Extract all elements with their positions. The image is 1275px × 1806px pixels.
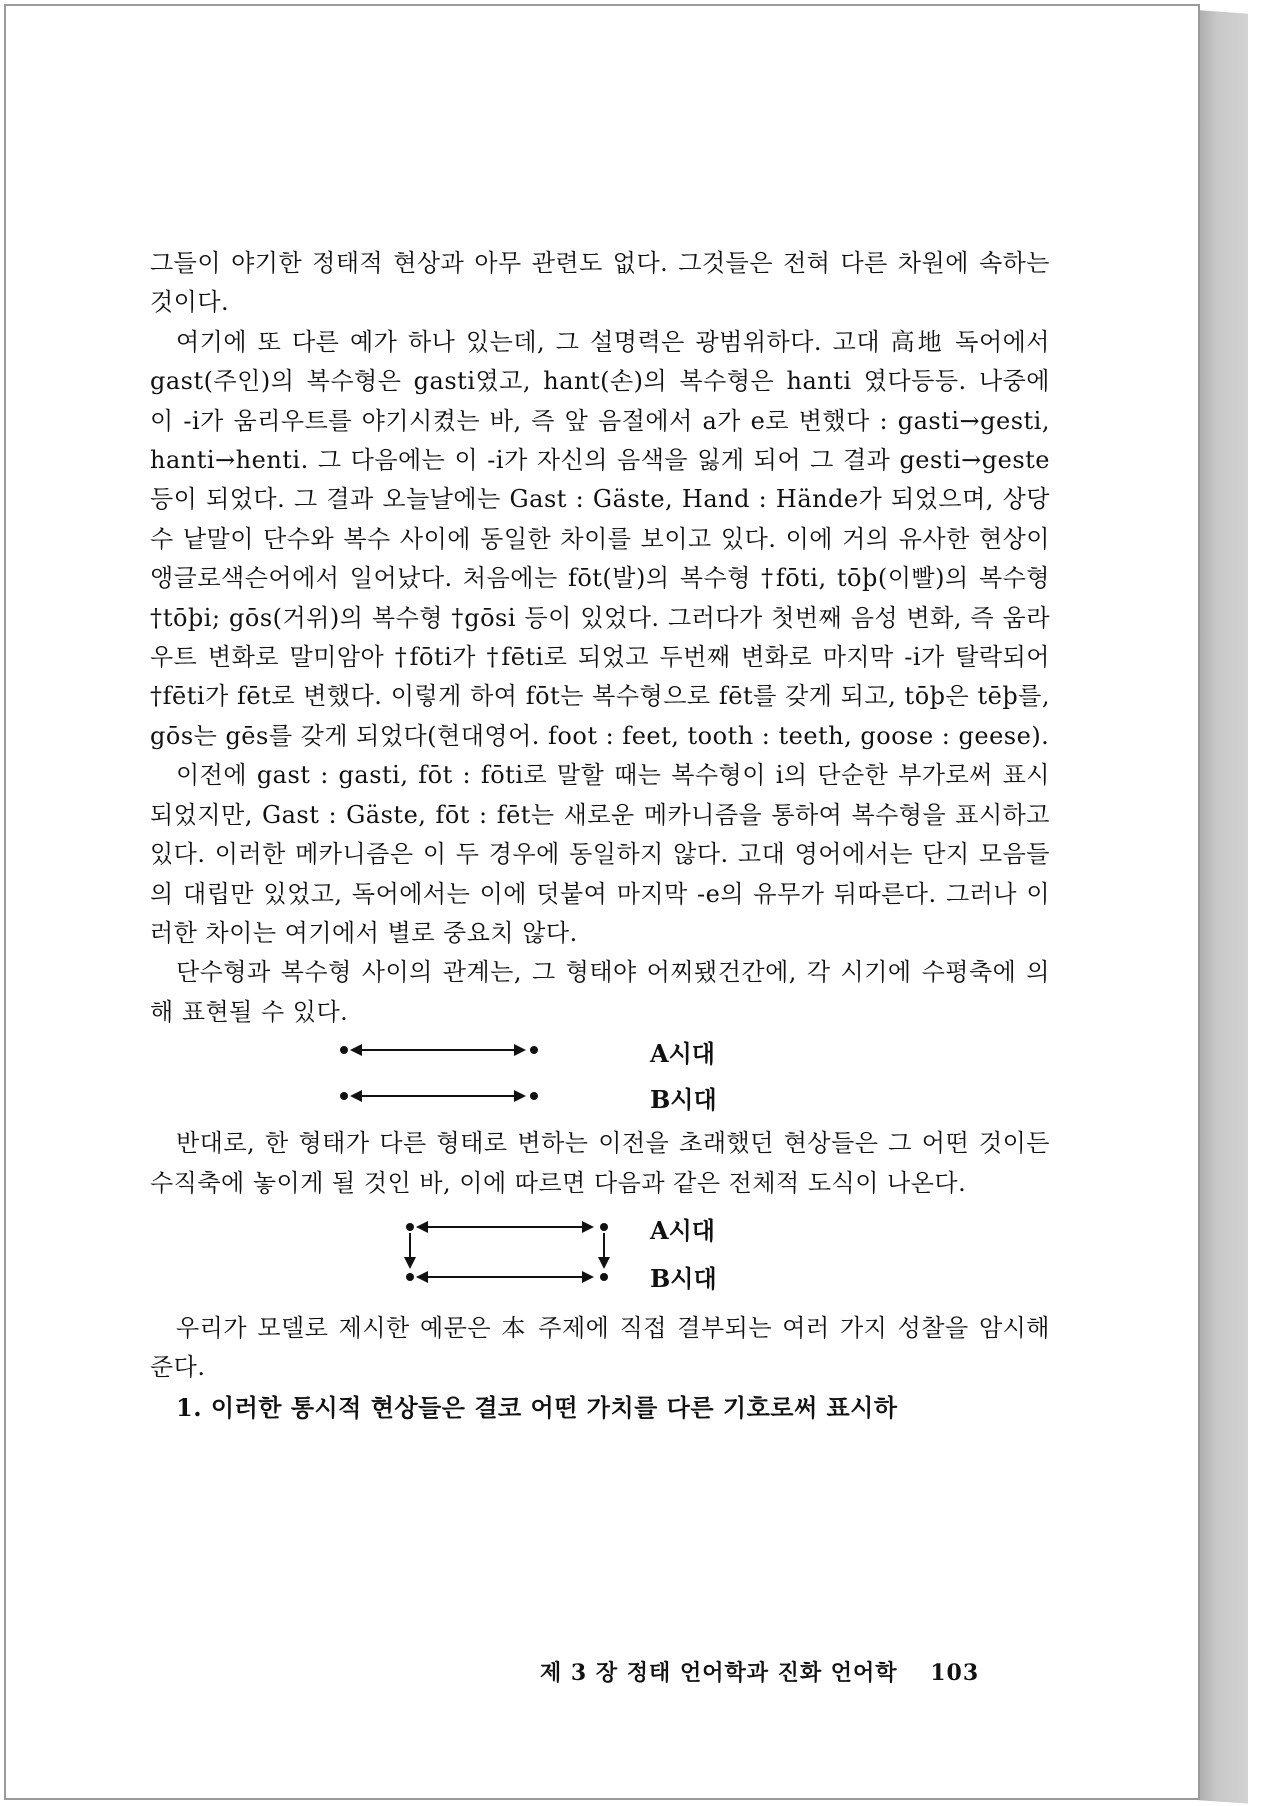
page-footer bbox=[540, 1656, 1060, 1687]
diagram2-arrow-down-left bbox=[404, 1257, 416, 1269]
diagram2-dot-b-right bbox=[600, 1273, 608, 1281]
page-content bbox=[150, 244, 1050, 1427]
diagram1-dot-b-left bbox=[340, 1092, 348, 1100]
diagram1-arrow-b-right bbox=[514, 1090, 526, 1102]
paragraph-1: 그들이 야기한 정태적 현상과 아무 관련도 없다. 그것들은 전혀 다른 차원에 속하는 것이다. bbox=[150, 249, 1050, 317]
paragraph-6: 우리가 모델로 제시한 예문은 本 주제에 직접 결부되는 여러 가지 성찰을 암시해 준다. bbox=[150, 1313, 1050, 1382]
paragraph-5: 반대로, 한 형태가 다른 형태로 변하는 이전을 초래했던 현상들은 그 어떤 것이든 수직축에 놓이게 될 것인 바, 이에 따르면 다음과 같은 전체적 도식이 나온다. bbox=[150, 1129, 1050, 1197]
diagram1-line-b bbox=[360, 1095, 520, 1097]
book-side bbox=[1196, 10, 1248, 1804]
diagram1-dot-a-left bbox=[340, 1046, 348, 1054]
footer-chapter: 제 3 장 정태 언어학과 진화 언어학 bbox=[540, 1660, 898, 1686]
page-number: 103 bbox=[930, 1660, 980, 1686]
diagram2-dot-b-left bbox=[406, 1273, 414, 1281]
paragraph-4: 단수형과 복수형 사이의 관계는, 그 형태야 어찌됐건간에, 각 시기에 수평축에 의해 표현될 수 있다. bbox=[150, 958, 1050, 1026]
diagram1-dot-a-right bbox=[530, 1046, 538, 1054]
diagram2-label-a: A시대 bbox=[650, 1215, 715, 1245]
diagram1-arrow-a-right bbox=[514, 1044, 526, 1056]
diagram2-label-b: B시대 bbox=[650, 1263, 717, 1293]
diagram2-arrow-b-right bbox=[582, 1271, 594, 1283]
paragraph-7: 1. 이러한 통시적 현상들은 결코 어떤 가치를 다른 기호로써 표시하 bbox=[176, 1392, 898, 1422]
paragraph-3: 이전에 gast : gasti, fōt : fōti로 말할 때는 복수형이 i의 단순한 부가로써 표시되었지만, Gast : Gäste, fōt : fēt는 새로운 메카니즘을 통하여 복수형을 표시하고 있다. 이러한 메카니즘은 이 두 경우에 동일하지 않다. 고대 영어에서는 단지 모음들의 대립만 있었고, 독어에서는 이에 덧붙여 마지막 -e의 유무가 뒤따른다. 그러나 이러한 차이는 여기에서 별로 중요치 않다. bbox=[150, 761, 1050, 947]
diagram2-dot-a-right bbox=[600, 1223, 608, 1231]
diagram-combined bbox=[150, 1209, 1050, 1309]
diagram2-line-a bbox=[426, 1226, 588, 1228]
diagram2-vline-right bbox=[603, 1233, 605, 1259]
diagram1-label-b: B시대 bbox=[650, 1085, 717, 1115]
diagram1-dot-b-right bbox=[530, 1092, 538, 1100]
diagram2-arrow-a-right bbox=[582, 1221, 594, 1233]
diagram2-vline-left bbox=[409, 1233, 411, 1259]
paragraph-2: 여기에 또 다른 예가 하나 있는데, 그 설명력은 광범위하다. 고대 高地 독어에서 gast(주인)의 복수형은 gasti였고, hant(손)의 복수형은 hanti 였다등등. 나중에 이 -i가 움리우트를 야기시켰는 바, 즉 앞 음절에서 a가 e로 변했다 : gasti→gesti, hanti→henti. 그 다음에는 이 -i가 자신의 음색을 잃게 되어 그 결과 gesti→geste 등이 되었다. 그 결과 오늘날에는 Gast : Gäste, Hand : Hände가 되었으며, 상당수 낱말이 단수와 복수 사이에 동일한 차이를 보이고 있다. 이에 거의 유사한 현상이 앵글로색슨어에서 일어났다. 처음에는 fōt(발)의 복수형 †fōti, tōþ(이빨)의 복수형 †tōþi; gōs(거위)의 복수형 †gōsi 등이 있었다. 그러다가 첫번째 음성 변화, 즉 움라우트 변화로 말미암아 †fōti가 †fēti로 되었고 두번째 변화로 마지막 -i가 탈락되어 †fēti가 fēt로 변했다. 이렇게 하여 fōt는 복수형으로 fēt를 갖게 되고, tōþ은 tēþ를, gōs는 gēs를 갖게 되었다(현대영어. foot : feet, tooth : teeth, goose : geese). bbox=[150, 327, 1050, 750]
diagram1-line-a bbox=[360, 1049, 520, 1051]
diagram2-dot-a-left bbox=[406, 1223, 414, 1231]
diagram1-label-a: A시대 bbox=[650, 1039, 715, 1069]
diagram2-arrow-down-right bbox=[598, 1257, 610, 1269]
diagram2-line-b bbox=[426, 1276, 588, 1278]
diagram-horizontal bbox=[150, 1032, 1050, 1124]
